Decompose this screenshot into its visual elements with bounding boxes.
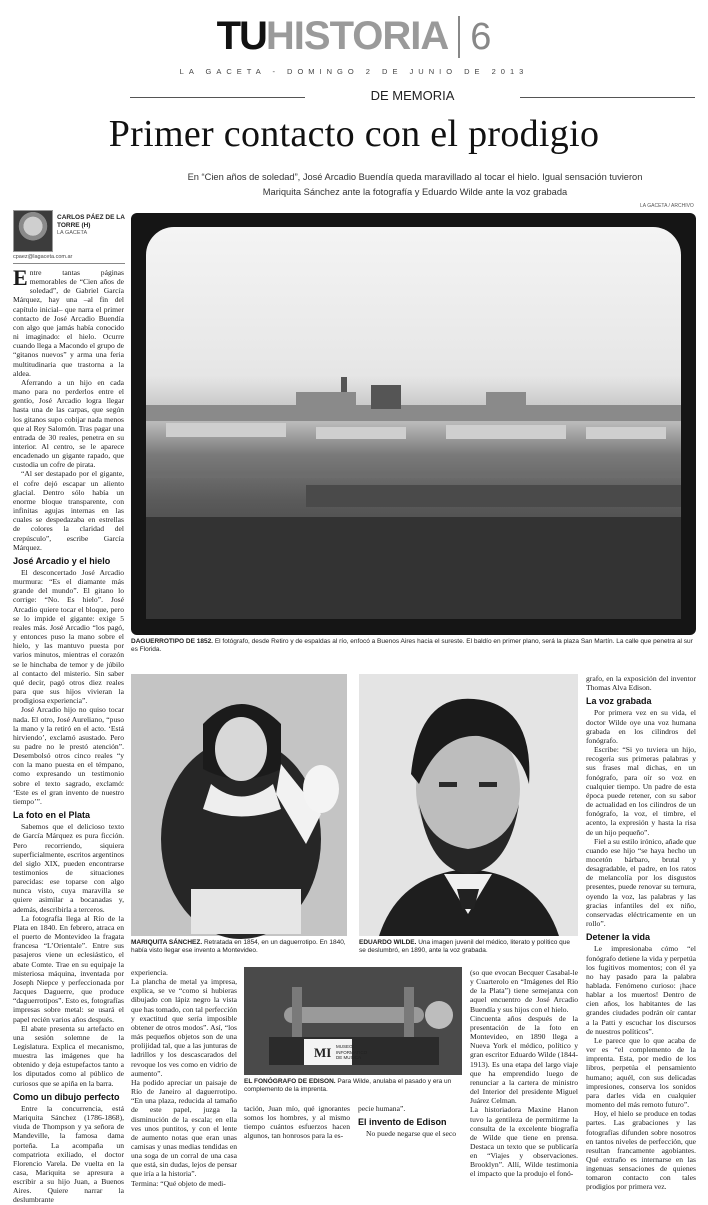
column-5 <box>586 674 696 1192</box>
rooftops <box>586 427 666 439</box>
col5-paragraph-7: Hoy, el hielo se produce en todas partes. Las grabaciones y las fotografías difunden sobre nosotros en tantos niveles de perfección, que resultan francamente agobiantes. Qué extraño es internarse en las ingenuas sensaciones de quienes tomaron contacto con tales prodigios por primera vez. <box>586 1109 696 1192</box>
column-3 <box>358 1104 464 1144</box>
daguerreotype-caption-label: DAGUERROTIPO DE 1852. <box>131 638 213 645</box>
subhead-jose-arcadio: José Arcadio y el hielo <box>13 555 111 566</box>
author-rule <box>13 263 125 264</box>
wilde-portrait <box>359 674 578 936</box>
rooftops <box>316 427 406 439</box>
subhead-voz-grabada: La voz grabada <box>586 696 652 707</box>
col5-paragraph-6: Le parece que lo que acaba de ver es “el complemento de la imprenta. Esta, por medio de los libros, perpetúa el pensamiento humano; aquél, con sus delicadas impresiones, conserva los sonidos para darles vida en cualquier momento del más remoto futuro”. <box>586 1035 696 1110</box>
col1-paragraph-3: “Al ser destapado por el gigante, el cofre dejó escapar un aliento glacial. Dentro sólo había un enorme bloque transparente, con infinitas agujas internas en las cuales se despedazaba en estrellas de colores la claridad del crepúsculo”, escribe García Márquez. <box>13 469 124 552</box>
arcade-wall <box>306 485 681 507</box>
daguerreotype-caption <box>131 638 696 654</box>
subhead-dibujo-perfecto: Como un dibujo perfecto <box>13 1091 120 1102</box>
mariquita-caption-label: MARIQUITA SÁNCHEZ. <box>131 939 203 946</box>
field <box>146 517 681 619</box>
wilde-figure <box>359 674 578 936</box>
building <box>486 392 526 408</box>
dropcap: E <box>13 265 28 290</box>
column-2: experiencia. La plancha de metal ya impresa, explica, se ve “como si hubieras dibujado con lápiz negro la vista que has tomado, con tal perfección y exactitud que sería imposible obtener de otros modos”. Así, “los más pequeños objetos son de una prolijidad tal, que a las junturas de ladrillos y los descascarados del revoque los ves como en vidrio de aumento”. Ha podido apreciar un paisaje de Río de Janeiro al daguerrotipo. “En una plaza, reducida al tamaño de este papel, juzga la disminución de la escala; en ella ves unos puntitos, y con el lente de aumento notas que eran unas camisas y unas medias tendidas en una soga de un corral de una casa que está, sin dudas, lejos de pensar que iría a la historia”. Termina: “Qué objeto de medi- <box>131 968 237 1188</box>
col5-paragraph-3: Escribe: “Si yo tuviera un hijo, recogería sus primeras palabras y sus frases mal dichas, en un fonógrafo, para oír so voz en cualquier tiempo. Un padre de esta época puede retener, con su sabor de actualidad en los cilindros de un fonógrafo, la voz, el timbre, el acento, la expresión y hasta la risa de un hijo pequeño”. <box>586 745 696 837</box>
daguerreotype-photo <box>131 213 696 635</box>
subhead-detener-vida: Detener la vida <box>586 932 651 943</box>
masthead <box>0 14 708 64</box>
museum-line-1: MUSEO <box>336 1044 353 1049</box>
col1-paragraph-6: Sabemos que el delicioso texto de García Márquez es pura ficción. Pero recorriendo, siquiera superficialmente, escritos argentinos del siglo XIX, pueden encontrarse testimonios de situaciones parecidas: ese toparse con algo nunca visto, cuya maravilla se quiere asimilar a bocanadas y, además, describirla a terceros. <box>13 822 124 914</box>
subhead-foto-plata: La foto en el Plata <box>13 810 91 821</box>
col1-paragraph-2: Aferrando a un hijo en cada mano para no perderlos entre el gentío, José Arcadio logra llegar hasta una de las carpas, que según los gitanos supo cobijar nada menos que al Rey Salomón. Tras pagar una entrada de 30 reales, penetra en su interior. Al centro, se le aparece encadenado un gigante rapado, que custodia un cofre de pirata. <box>13 377 124 470</box>
section-rule-left <box>130 97 305 98</box>
phonograph-caption-text: Para Wilde, anulaba el pasado y era un complemento de la imprenta. <box>244 1078 452 1093</box>
phonograph-caption-label: EL FONÓGRAFO DE EDISON. <box>244 1078 336 1085</box>
daguerreotype-caption-text: El fotógrafo, desde Retiro y de espaldas al río, enfocó a Buenos Aires hacia el sureste. El baldío en primer plano, será la plaza San Martín. La calle que penetra al sur es Florida. <box>131 638 693 653</box>
col1-paragraph-1: ntre tantas páginas memorables de “Cien años de soledad”, de Gabriel García Márquez, hay una –al fin del capítulo inicial– que narra el primer contacto de José Arcadio Buendía con algo que jamás había conocido ni imaginado: el hielo. Ocurre cuando llega a Macondo el grupo de “gitanos nuevos” y arma una feria multitudinaria que trastorna a la aldea. <box>13 268 124 378</box>
col3-paragraph-2: No puede negarse que el seco <box>366 1129 457 1139</box>
museum-monogram: MI <box>314 1045 332 1060</box>
photo-credit: LA GACETA / ARCHIVO <box>640 203 694 209</box>
column-2b: tación, Juan mío, qué ignorantes somos los hombres, y al mismo tiempo cuántos esfuerzos hacen algunos, tan honrosos para la es- <box>244 1104 350 1141</box>
col3-paragraph-1: pecie humana”. <box>358 1104 406 1113</box>
col1-paragraph-5: José Arcadio hijo no quiso tocar nada. El otro, José Aureliano, “puso la mano y la retiró en el acto. ‘Está hirviendo’, exclamó asustado. Pero su padre no le prestó atención”. Desembolsó otros cinco reales “y con la mano puesta en el témpano, como expresando un testimonio sobre el texto sagrado, exclamó: ‘Este es el gran invento de nuestro tiempo’”. <box>13 705 124 806</box>
page-number: 6 <box>458 16 491 58</box>
rooftops <box>446 425 566 439</box>
masthead-historia: HISTORIA <box>265 14 449 58</box>
col1-paragraph-7: La fotografía llega al Río de la Plata en 1840. En febrero, atraca en el puerto de Montevideo la fragata francesa “L’Orientale”. Entre sus pasajeros viene un eclesiástico, el abate Comte. Trae en su equipaje la misteriosa máquina, inventada por Joseph Niepce y perfeccionada por Jacques Daguerre, que produce “daguerrotipos”. Esto es, fotografías impresas sobre metal: se usará el papel recién varios años después. <box>13 913 124 1024</box>
column-4: (so que evocan Becquer Casabal-le y Cuarterolo en “Imágenes del Río de la Plata”) tiene semejanza con aquel encuentro de José Arcadio Buendía y sus hijos con el hielo. Cincuenta años después de la presentación de la foto en Montevideo, en 1890 llega a Nueva York el médico, político y gran escritor Eduardo Wilde (1844-1913). Es una etapa del largo viaje que ha emprendido luego de renunciar a la cartera de ministro del Interior del presidente Miguel Juárez Celman. La historiadora Maxine Hanon tuvo la gentileza de permitirme la consulta de la excelente biografía de Wilde que tiene en prensa. Destaca un texto que se publicaría en “Viajes y observaciones. Brooklyn”. Allí, Wilde testimonia el impacto que la produjo el fonó- <box>470 968 578 1179</box>
wilde-caption-label: EDUARDO WILDE. <box>359 939 417 946</box>
phonograph-caption <box>244 1078 462 1094</box>
col1-paragraph-4: El desconcertado José Arcadio murmura: “Es el diamante más grande del mundo”. El gitano lo corrige: “No. Es hielo”. José Arcadio quiere tocar el bloque, pero se lo impide el gigante: exige 5 reales más. José Arcadio “los pagó, y entonces puso la mano sobre el hielo, y las mantuvo puesta por varios minutos, mientras el corazón se le hinchaba de temor y de júbilo al contacto del misterio. Sin saber qué decir, pagó otros diez reales para que sus hijos vivieran la prodigiosa experiencia”. <box>13 568 124 706</box>
col1-paragraph-9: Entre la concurrencia, está Mariquita Sánchez (1786-1868), viuda de Thompson y ya señora de Mandeville, la famosa dama porteña. La acompaña un compatriota exiliado, el doctor Florencio Varela. De vuelta en la casa, Mariquita se apresura a escribir a su hijo Juan, a Buenos Aires. Quiere narrar la deslumbrante <box>13 1103 124 1205</box>
section-label: DE MEMORIA <box>370 88 455 103</box>
deck: En “Cien años de soledad”, José Arcadio Buendía queda maravillado al tocar el hielo. Igual sensación tuvieron Mariquita Sánchez ante la fotografía y Eduardo Wilde ante la voz grabada <box>187 172 643 197</box>
author-photo <box>13 210 53 252</box>
daguerreotype-plate <box>146 227 681 619</box>
building <box>371 385 401 409</box>
wilde-caption-text: Una imagen juvenil del médico, literato y político que se deslumbró, en 1890, ante la voz grabada. <box>359 939 570 954</box>
masthead-tu: TU <box>216 14 266 58</box>
wilde-caption <box>359 939 578 955</box>
mariquita-caption <box>131 939 347 955</box>
col5-paragraph-1: grafo, en la exposición del inventor Thomas Alva Edison. <box>586 674 696 693</box>
column-1 <box>13 265 124 1205</box>
rooftops <box>166 423 286 437</box>
wall-line <box>146 472 681 478</box>
museum-line-2: INFORMATICO <box>336 1049 368 1055</box>
section-rule-right <box>520 97 695 98</box>
museum-line-3: DE MUSICA <box>336 1055 362 1060</box>
col5-paragraph-2: Por primera vez en su vida, el doctor Wilde oye una voz humana grabada en los cilindros del fonógrafo. <box>586 708 696 745</box>
col5-paragraph-5: Le impresionaba cómo “el fonógrafo detiene la vida y perpetúa los fugitivos momentos; con él ya no hay pasado para la palabra hablada. Fenómeno curioso: ¡hace hablar a los muertos! Dentro de cien años, los habitantes de las grandes ciudades podrán oír cantar a la Patti y escuchar los discursos de nuestros políticos”. <box>586 944 696 1036</box>
col5-paragraph-4: Fiel a su estilo irónico, añade que cuando ese hijo “se haya hecho un mocetón bárbaro, brutal y desagradable, el padre, en los ratos de melancolía por los disgustos presentes, puede renovar su ternura, oyendo la voz, las palabras y las gracias infantiles del ex niño, conservadas eléctricamente en un rollo”. <box>586 836 696 929</box>
col1-paragraph-8: El abate presenta su artefacto en una sesión solemne de la Legislatura. Explica el mecanismo, muestra las imágenes que ha obtenido y deja estupefactos tanto a los diputados como al público de curiosos que se apiña en la barra. <box>13 1023 124 1088</box>
church-body <box>296 392 356 410</box>
author-email: cpaez@lagaceta.com.ar <box>13 254 73 260</box>
dateline: LA GACETA - DOMINGO 2 DE JUNIO DE 2013 <box>179 67 529 76</box>
author-name: CARLOS PÁEZ DE LA TORRE (H) <box>57 214 125 229</box>
mariquita-portrait <box>131 674 347 936</box>
museum-plaque <box>336 1044 396 1061</box>
headline: Primer contacto con el prodigio <box>108 113 600 155</box>
skyline-band <box>146 405 681 421</box>
author-outlet: LA GACETA <box>57 230 88 236</box>
mariquita-caption-text: Retratada en 1854, en un daguerrotipo. En 1840, había visto llegar ese invento a Montevideo. <box>131 939 346 954</box>
section-header <box>130 88 695 106</box>
subhead-invento-edison: El invento de Edison <box>358 1117 447 1128</box>
mariquita-figure <box>131 674 347 936</box>
